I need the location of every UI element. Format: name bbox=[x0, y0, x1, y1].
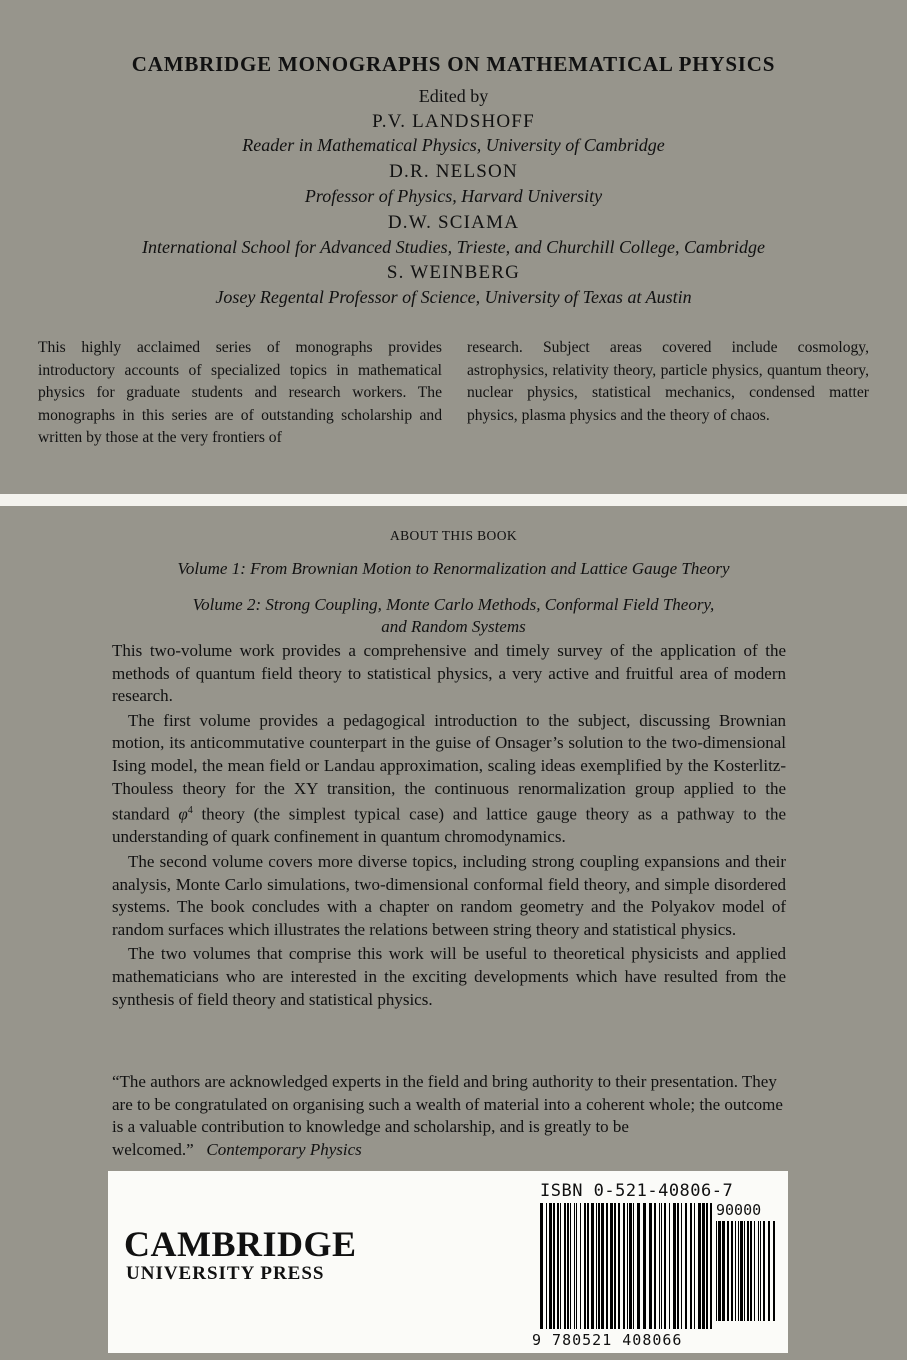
volume1-title: Volume 1: From Brownian Motion to Renormalization and Lattice Gauge Theory bbox=[177, 559, 730, 578]
editor-role: Professor of Physics, Harvard University bbox=[304, 186, 603, 206]
ean-digits: 9 780521 408066 bbox=[532, 1331, 683, 1349]
review-quote-source: Contemporary Physics bbox=[206, 1139, 362, 1159]
about-panel bbox=[0, 506, 907, 1360]
review-quote-text: “The authors are acknowledged experts in the field and bring authority to their presentation. They are to be congratulated on organising such a wealth of material into a coherent whole; the outcome is a valuable contribution to knowledge and scholarship, and is greatly to be welcomed.” bbox=[112, 1072, 783, 1159]
edited-by-label: Edited by bbox=[418, 86, 489, 106]
series-description-left: This highly acclaimed series of monographs provides introductory accounts of specialized topics in mathematical physics for graduate students and research workers. The monographs in this series are of outstanding scholarship and written by those at the very frontiers of bbox=[38, 339, 442, 446]
divider bbox=[0, 494, 907, 506]
volume2-title-line2: and Random Systems bbox=[381, 617, 526, 636]
editor-name: P.V. LANDSHOFF bbox=[372, 111, 535, 132]
publisher-logo-sub: UNIVERSITY PRESS bbox=[126, 1263, 325, 1284]
phi-symbol: φ bbox=[178, 804, 188, 824]
paragraph-volume1-text-b: theory (the simplest typical case) and lattice gauge theory as a pathway to the understanding of quark confinement in quantum chromodynamics. bbox=[112, 804, 786, 847]
series-title: CAMBRIDGE MONOGRAPHS ON MATHEMATICAL PHYSICS bbox=[131, 52, 776, 76]
editor-name: S. WEINBERG bbox=[386, 262, 521, 283]
barcode bbox=[532, 1181, 786, 1349]
isbn-number: ISBN 0-521-40806-7 bbox=[540, 1181, 734, 1201]
series-panel bbox=[0, 0, 907, 494]
price-code-bars bbox=[716, 1221, 780, 1321]
editor-name: D.R. NELSON bbox=[389, 161, 518, 182]
ean-barcode-bars bbox=[540, 1203, 715, 1329]
phi-exponent: 4 bbox=[187, 805, 193, 817]
description-body bbox=[112, 640, 786, 1011]
editor-role: Reader in Mathematical Physics, University of Cambridge bbox=[242, 135, 665, 155]
paragraph-volume1-text-a: The first volume provides a pedagogical introduction to the subject, discussing Brownian motion, its anticommutative counterpart in the guise of Onsager’s solution to the two-dimensional Ising model, the mean field or Landau approximation, scaling ideas exemplified by the Kosterlitz-Thouless theory for the XY transition, the continuous renormalization group applied to the standard bbox=[112, 710, 786, 824]
series-description-right: research. Subject areas covered include cosmology, astrophysics, relativity theory, particle physics, quantum theory, nuclear physics, statistical mechanics, condensed matter physics, plasma physics and the theory of chaos. bbox=[467, 339, 869, 424]
editor-name: D.W. SCIAMA bbox=[387, 212, 520, 233]
paragraph-audience: The two volumes that comprise this work will be useful to theoretical physicists and applied mathematicians who are interested in the exciting developments which have resulted from the synthesis of field theory and statistical physics. bbox=[112, 944, 786, 1009]
review-quote bbox=[112, 1071, 786, 1161]
editor-role: Josey Regental Professor of Science, University of Texas at Austin bbox=[215, 287, 692, 307]
price-code: 90000 bbox=[716, 1201, 762, 1219]
about-heading: ABOUT THIS BOOK bbox=[389, 528, 517, 543]
publisher-label-box bbox=[108, 1171, 788, 1353]
paragraph-volume2: The second volume covers more diverse topics, including strong coupling expansions and their analysis, Monte Carlo simulations, two-dimensional conformal field theory, and simple disordered systems. The book concludes with a chapter on random geometry and the Polyakov model of random surfaces which illustrates the relations between string theory and statistical physics. bbox=[112, 852, 786, 939]
volume2-title-line1: Volume 2: Strong Coupling, Monte Carlo Methods, Conformal Field Theory, bbox=[192, 595, 715, 614]
editor-role: International School for Advanced Studies, Trieste, and Churchill College, Cambridge bbox=[142, 237, 765, 257]
paragraph-volume1 bbox=[112, 710, 786, 849]
publisher-logo-name: CAMBRIDGE bbox=[124, 1224, 357, 1264]
paragraph-intro: This two-volume work provides a comprehensive and timely survey of the application of the methods of quantum field theory to statistical physics, a very active and fruitful area of modern research. bbox=[112, 641, 786, 706]
